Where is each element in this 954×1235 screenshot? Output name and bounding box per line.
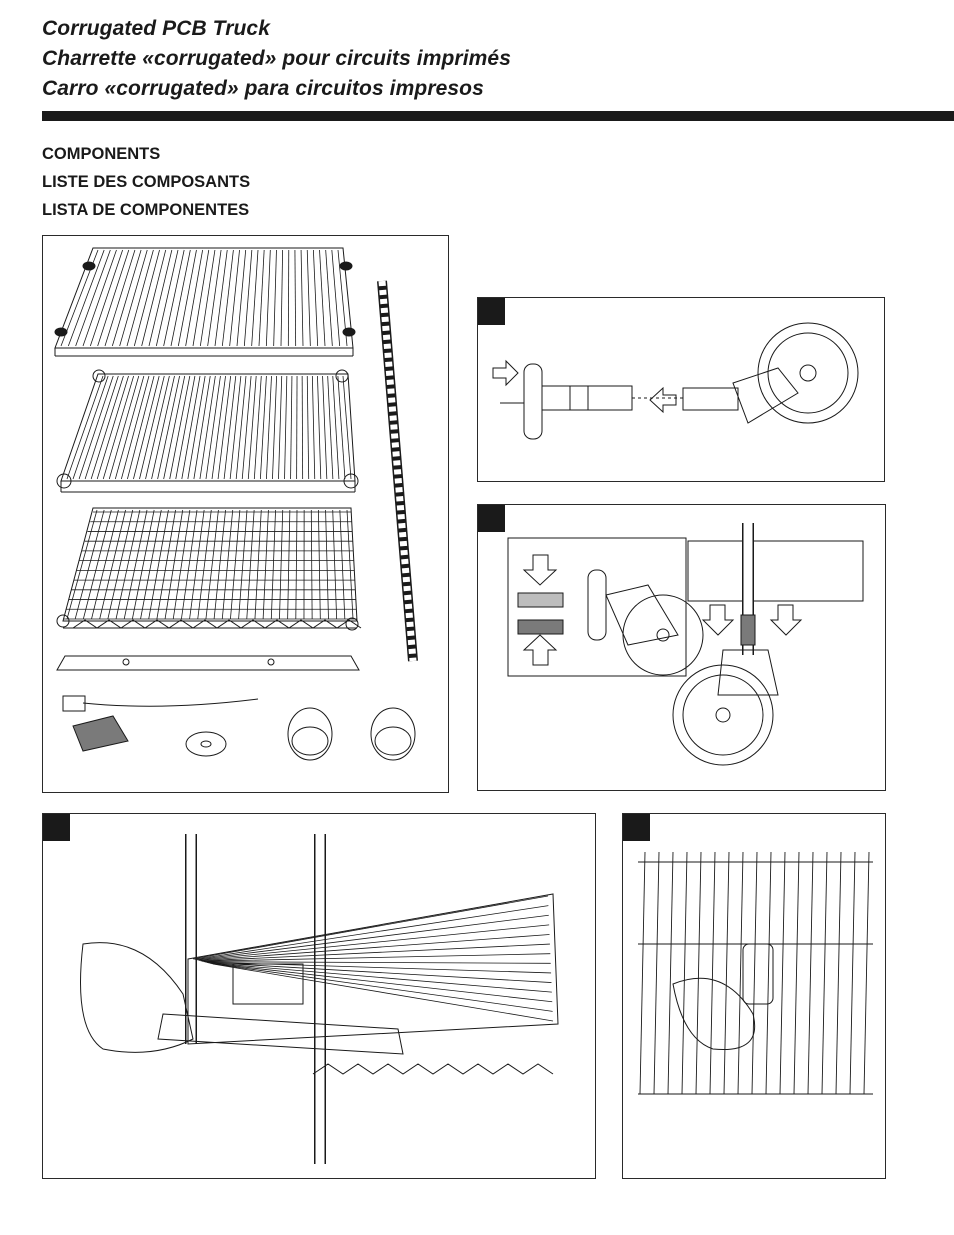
- parts-illustration: [43, 236, 448, 792]
- detail-inset: [508, 538, 703, 676]
- bumper-bar: [57, 656, 359, 670]
- step-1-panel: [477, 297, 885, 482]
- title-french: Charrette «corrugated» pour circuits imprimés: [42, 47, 511, 70]
- post: [382, 281, 413, 661]
- corrugated-shelf: [55, 248, 355, 356]
- components-heading-spanish: LISTA DE COMPONENTES: [42, 201, 250, 219]
- components-heading-french: LISTE DES COMPOSANTS: [42, 173, 251, 191]
- caster-parts: [63, 696, 415, 760]
- title-spanish: Carro «corrugated» para circuitos impresos: [42, 77, 484, 100]
- wire-shelf: [57, 508, 361, 630]
- solid-mat-shelf: [57, 370, 358, 492]
- caster-bumper-illustration: [478, 298, 884, 481]
- step-4-panel: [622, 813, 886, 1179]
- hammer-shelf-illustration: [43, 814, 595, 1178]
- step-3-panel: [42, 813, 596, 1179]
- header-rule: [42, 111, 954, 121]
- step-2-panel: [477, 504, 886, 791]
- split-sleeve-illustration: [623, 814, 885, 1178]
- components-panel: [42, 235, 449, 793]
- components-heading-english: COMPONENTS: [42, 145, 161, 163]
- caster-insert-illustration: [478, 505, 885, 790]
- title-english: Corrugated PCB Truck: [42, 17, 270, 40]
